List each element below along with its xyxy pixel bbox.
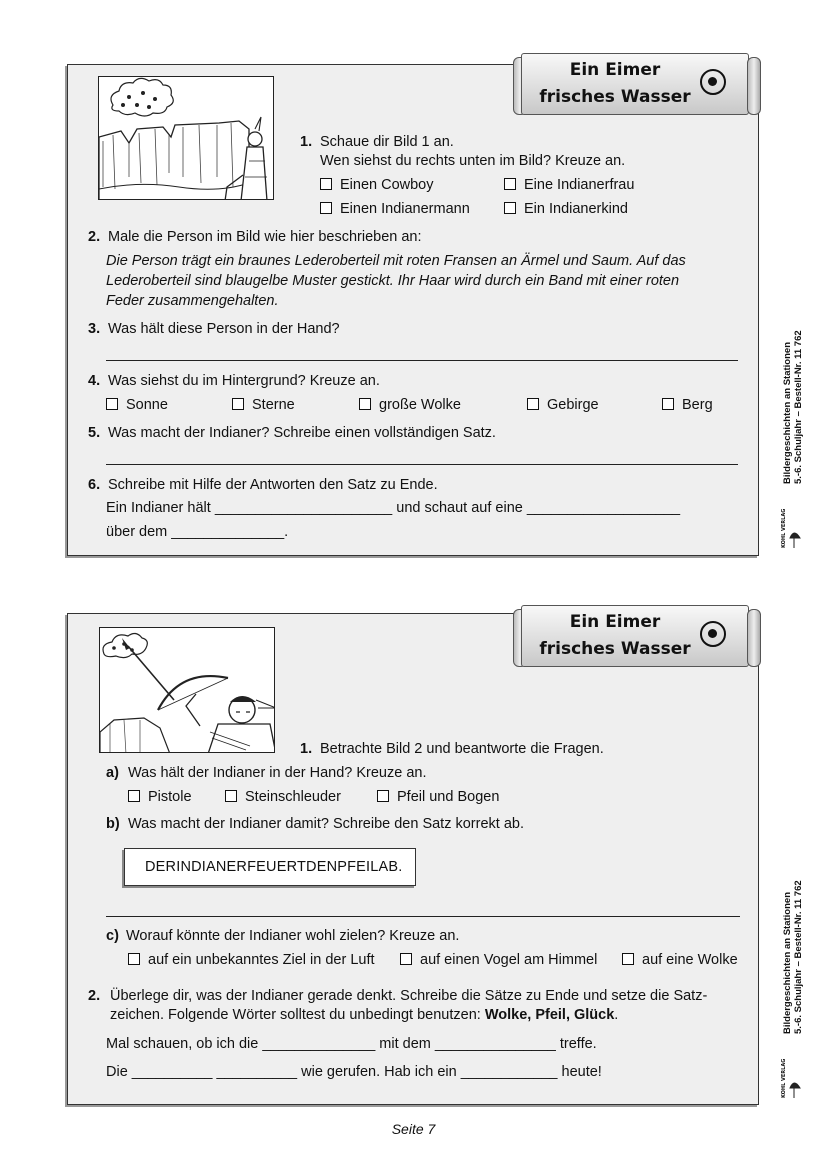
question-2-text-line-1: Überlege dir, was der Indianer gerade denkt. Schreibe die Sätze zu Ende und setze die Satz- [110,988,708,1004]
description-line-3: Feder zusammengehalten. [106,293,279,309]
checkbox-steinschleuder[interactable]: Steinschleuder [225,788,341,806]
scrambled-sentence-box: DERINDIANERFEUERTDENPFEILAB. [124,848,416,886]
question-1-text: Schaue dir Bild 1 an. [320,134,454,150]
description-line-2: Lederoberteil sind blaugelbe Muster gestickt. Ihr Haar wird durch ein Band mit einer roten [106,273,680,289]
description-line-1: Die Person trägt ein braunes Lederoberteil mit roten Fransen an Ärmel und Saum. Auf das [106,253,686,269]
fill-sentence-line-1[interactable]: Ein Indianer hält ______________________ und schaut auf eine ___________________ [106,500,681,516]
fill-sentence-line-1[interactable]: Mal schauen, ob ich die ______________ mit dem _______________ treffe. [106,1036,597,1052]
bow-indian-illustration [100,628,275,753]
answer-line-b[interactable] [106,916,740,917]
sidebar-label-top: Bildergeschichten an Stationen 5.-6. Schuljahr – Bestell-Nr. 11 762 [782,330,804,484]
target-icon [700,69,726,95]
banner-title: Ein Eimer frisches Wasser [539,612,691,659]
question-c-text: Worauf könnte der Indianer wohl zielen? Kreuze an. [126,928,460,944]
question-a-text: Was hält der Indianer in der Hand? Kreuze an. [128,765,427,781]
checkbox-wolke[interactable]: auf eine Wolke [622,951,738,969]
answer-line-3[interactable] [106,360,738,361]
question-2-text: Male die Person im Bild wie hier beschrieben an: [108,229,422,245]
checkbox-vogel-am-himmel[interactable]: auf einen Vogel am Himmel [400,951,597,969]
checkbox-indianerkind[interactable]: Ein Indianerkind [504,200,628,218]
svg-text:KOHL VERLAG: KOHL VERLAG [781,508,787,548]
checkbox-indianermann[interactable]: Einen Indianermann [320,200,470,218]
illustration-picture-1 [98,76,274,200]
answer-line-5[interactable] [106,464,738,465]
question-4-text: Was siehst du im Hintergrund? Kreuze an. [108,373,380,389]
banner-title: Ein Eimer frisches Wasser [539,60,691,107]
checkbox-pistole[interactable]: Pistole [128,788,192,806]
checkbox-unbekanntes-ziel[interactable]: auf ein unbekanntes Ziel in der Luft [128,951,375,969]
checkbox-indianerfrau[interactable]: Eine Indianerfrau [504,176,634,194]
checkbox-pfeil-und-bogen[interactable]: Pfeil und Bogen [377,788,499,806]
title-banner-1 [513,53,761,115]
checkbox-sonne[interactable]: Sonne [106,396,168,414]
question-b-text: Was macht der Indianer damit? Schreibe den Satz korrekt ab. [128,816,524,832]
question-2-text-line-2: zeichen. Folgende Wörter solltest du unbedingt benutzen: Wolke, Pfeil, Glück. [110,1007,619,1023]
fill-sentence-line-2[interactable]: Die __________ __________ wie gerufen. Hab ich ein ____________ heute! [106,1064,602,1080]
question-5-text: Was macht der Indianer? Schreibe einen vollständigen Satz. [108,425,496,441]
question-6-text: Schreibe mit Hilfe der Antworten den Satz zu Ende. [108,477,438,493]
checkbox-sterne[interactable]: Sterne [232,396,295,414]
page-number: Seite 7 [391,1121,436,1137]
question-1-text: Betrachte Bild 2 und beantworte die Fragen. [320,741,604,757]
tree-icon [780,1058,802,1100]
publisher-logo [780,1058,802,1100]
checkbox-berg[interactable]: Berg [662,396,713,414]
checkbox-cowboy[interactable]: Einen Cowboy [320,176,434,194]
title-banner-2 [513,605,761,667]
fill-sentence-line-2[interactable]: über dem ______________. [106,524,289,540]
illustration-picture-2 [99,627,275,753]
canyon-indian-illustration [99,77,274,200]
target-icon [700,621,726,647]
svg-text:KOHL VERLAG: KOHL VERLAG [781,1058,787,1098]
tree-icon [780,508,802,550]
sidebar-label-bottom: Bildergeschichten an Stationen 5.-6. Schuljahr – Bestell-Nr. 11 762 [782,880,804,1034]
question-3-text: Was hält diese Person in der Hand? [108,321,340,337]
checkbox-gebirge[interactable]: Gebirge [527,396,599,414]
question-1-subtext: Wen siehst du rechts unten im Bild? Kreuze an. [320,153,626,169]
publisher-logo [780,508,802,550]
required-words: Wolke, Pfeil, Glück [484,1007,615,1023]
checkbox-grosse-wolke[interactable]: große Wolke [359,396,461,414]
